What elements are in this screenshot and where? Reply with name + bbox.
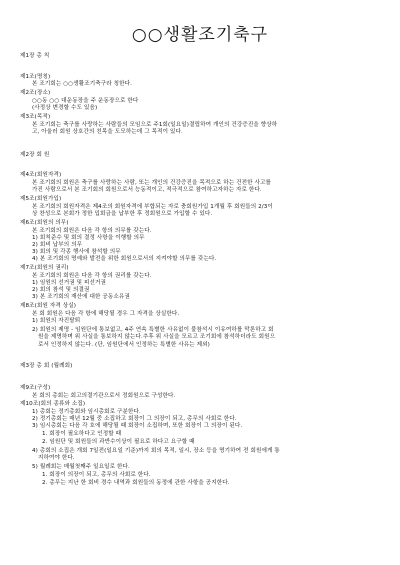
text-line: 고, 아울러 회원 상호간의 친목을 도모하는데 그 목적이 있다. bbox=[32, 129, 183, 135]
text-line: 로서 인정하지 않는다. (단, 임원단에서 인정하는 특별한 사유는 제외) bbox=[38, 342, 210, 348]
text-line: 제9조(구성) bbox=[20, 385, 51, 391]
text-line: 제5조(회원가입) bbox=[20, 196, 62, 202]
text-line: 본 회의 총회는 회고의결기관으로서 정회원으로 구성한다. bbox=[32, 393, 176, 399]
text-line: 본 조기회의 회원은 다음 각 항의 의무를 갖는다. bbox=[32, 228, 152, 234]
text-line: 3) 본 조기회의 재산에 대한 공동소유권 bbox=[32, 294, 130, 300]
text-line: 1. 회장이 필요하다고 인정할 때 bbox=[42, 431, 122, 437]
text-line: 1) 회칙준수 및 회의 결정 사항을 이행할 의무 bbox=[32, 235, 145, 241]
text-line: 2) 회비 납부의 의무 bbox=[32, 242, 83, 248]
text-line: 2) 회의 참석 및 의결권 bbox=[32, 287, 90, 293]
text-line: 원을 제명하며 위 사실을 통보하지 않는다.추후 위 사실을 모르고 조기회에 참석하더라도 회원으 bbox=[38, 334, 276, 340]
text-line: 상 찬성으로 본회가 정한 입회금을 납부한 후 정회원으로 가입할 수 있다. bbox=[32, 211, 213, 217]
text-line: 4) 본 조기회의 명예와 발전을 위한 회원으로서의 지켜야할 의무를 갖는다. bbox=[32, 256, 217, 262]
text-line: 2. 총무는 지난 한 회비 경수 내역과 회원들의 동정에 관한 사항을 공지한다. bbox=[42, 480, 230, 486]
text-line: 제7조(회원의 권리) bbox=[20, 265, 69, 271]
text-line: 지하여야 한다. bbox=[38, 455, 75, 461]
text-line: 본 조기회는 축구를 사랑하는 사람들의 모임으로 주1회(일요일)결립하여 개인의 건강증진을 향상하 bbox=[32, 122, 278, 128]
text-line: 1) 총회는 정기총회와 임시총회로 구분한다. bbox=[32, 409, 141, 415]
text-line: 제10조(회의 종류와 소집) bbox=[20, 401, 86, 407]
text-line: 본 조기회의 회원자격은 제4조의 회원자격에 부합되는 자로 충회원가입 1개월 후 회원들의 2/3이 bbox=[32, 204, 273, 210]
text-line: 본 조기회의 회원은 다음 각 항의 권리를 갖는다. bbox=[32, 273, 152, 279]
text-line: (사정상 변경할 수도 있음) bbox=[32, 105, 98, 111]
text-line: 제1조(명칭) bbox=[20, 74, 51, 80]
text-line: 본 조기회는 ○○생활조기축구라 칭한다. bbox=[32, 81, 133, 87]
text-line: 제4조(회원자격) bbox=[20, 172, 62, 178]
text-line: 2. 임원단 및 회원들의 과반수이상이 필요로 하다고 요구할 때 bbox=[42, 439, 195, 445]
text-line: 제3조(목적) bbox=[20, 114, 51, 120]
text-line: 제2장 회 원 bbox=[20, 152, 50, 158]
text-line: 1) 임원의 선거권 및 피선거권 bbox=[32, 280, 106, 286]
text-line: 3) 임시총회는 다음 각 호에 해당될 때 회장이 소집하며, 또한 회장이 그 의장이 된다. bbox=[32, 423, 243, 429]
text-line: 1. 회장이 의장이 되고, 총무의 사회로 한다. bbox=[42, 472, 151, 478]
text-line: ○○동 ○○ 대운동장을 주 운동장으로 한다 bbox=[32, 98, 139, 104]
document-title: ○○생활조기축구 bbox=[131, 25, 269, 45]
text-line: 4) 총회의 소집은 개회 7일전(일요일 기준)까지 회의 목적, 일시, 장소 등을 명기하여 전 회원에게 통 bbox=[32, 448, 280, 454]
text-line: 3) 회의 및 각종 행사에 참석할 의무 bbox=[32, 249, 121, 255]
text-line: 제3장 총 회 (월례회) bbox=[20, 363, 73, 369]
text-line: 2) 정기총회는 매년 12월 중 소집하고 회장이 그 의장이 되고, 총무의 사회로 한다. bbox=[32, 416, 237, 422]
text-line: 1) 회원의 자진탈퇴 bbox=[32, 318, 81, 324]
text-line: 제2조(장소) bbox=[20, 90, 51, 96]
text-line: 본 회 회원은 다음 각 항에 해당될 경우 그 자격을 상실한다. bbox=[32, 311, 180, 317]
text-line: 2) 회원의 제명 - 임원단에 통보없고, 4주 연속 특별한 사유없이 불참석시 이유여하를 막론하고 회 bbox=[32, 327, 274, 333]
text-line: 5) 월례회는 매월첫째주 일요일로 한다. bbox=[32, 464, 130, 470]
text-line: 본 조기회의 회원은 축구를 사랑하는 사람, 또는 개인의 건강증진을 목적으로 하는 건전한 사고를 bbox=[32, 180, 272, 186]
text-line: 제6조(회원의 의무) bbox=[20, 220, 69, 226]
text-line: 가진 사람으로서 본 조기회의 회원으로서 능동적이고, 적극적으로 참여하고자하는 자로 한다. bbox=[32, 187, 262, 193]
text-line: 제1장 총 칙 bbox=[20, 53, 50, 59]
text-line: 제8조(회원 자격 상실) bbox=[20, 303, 77, 309]
